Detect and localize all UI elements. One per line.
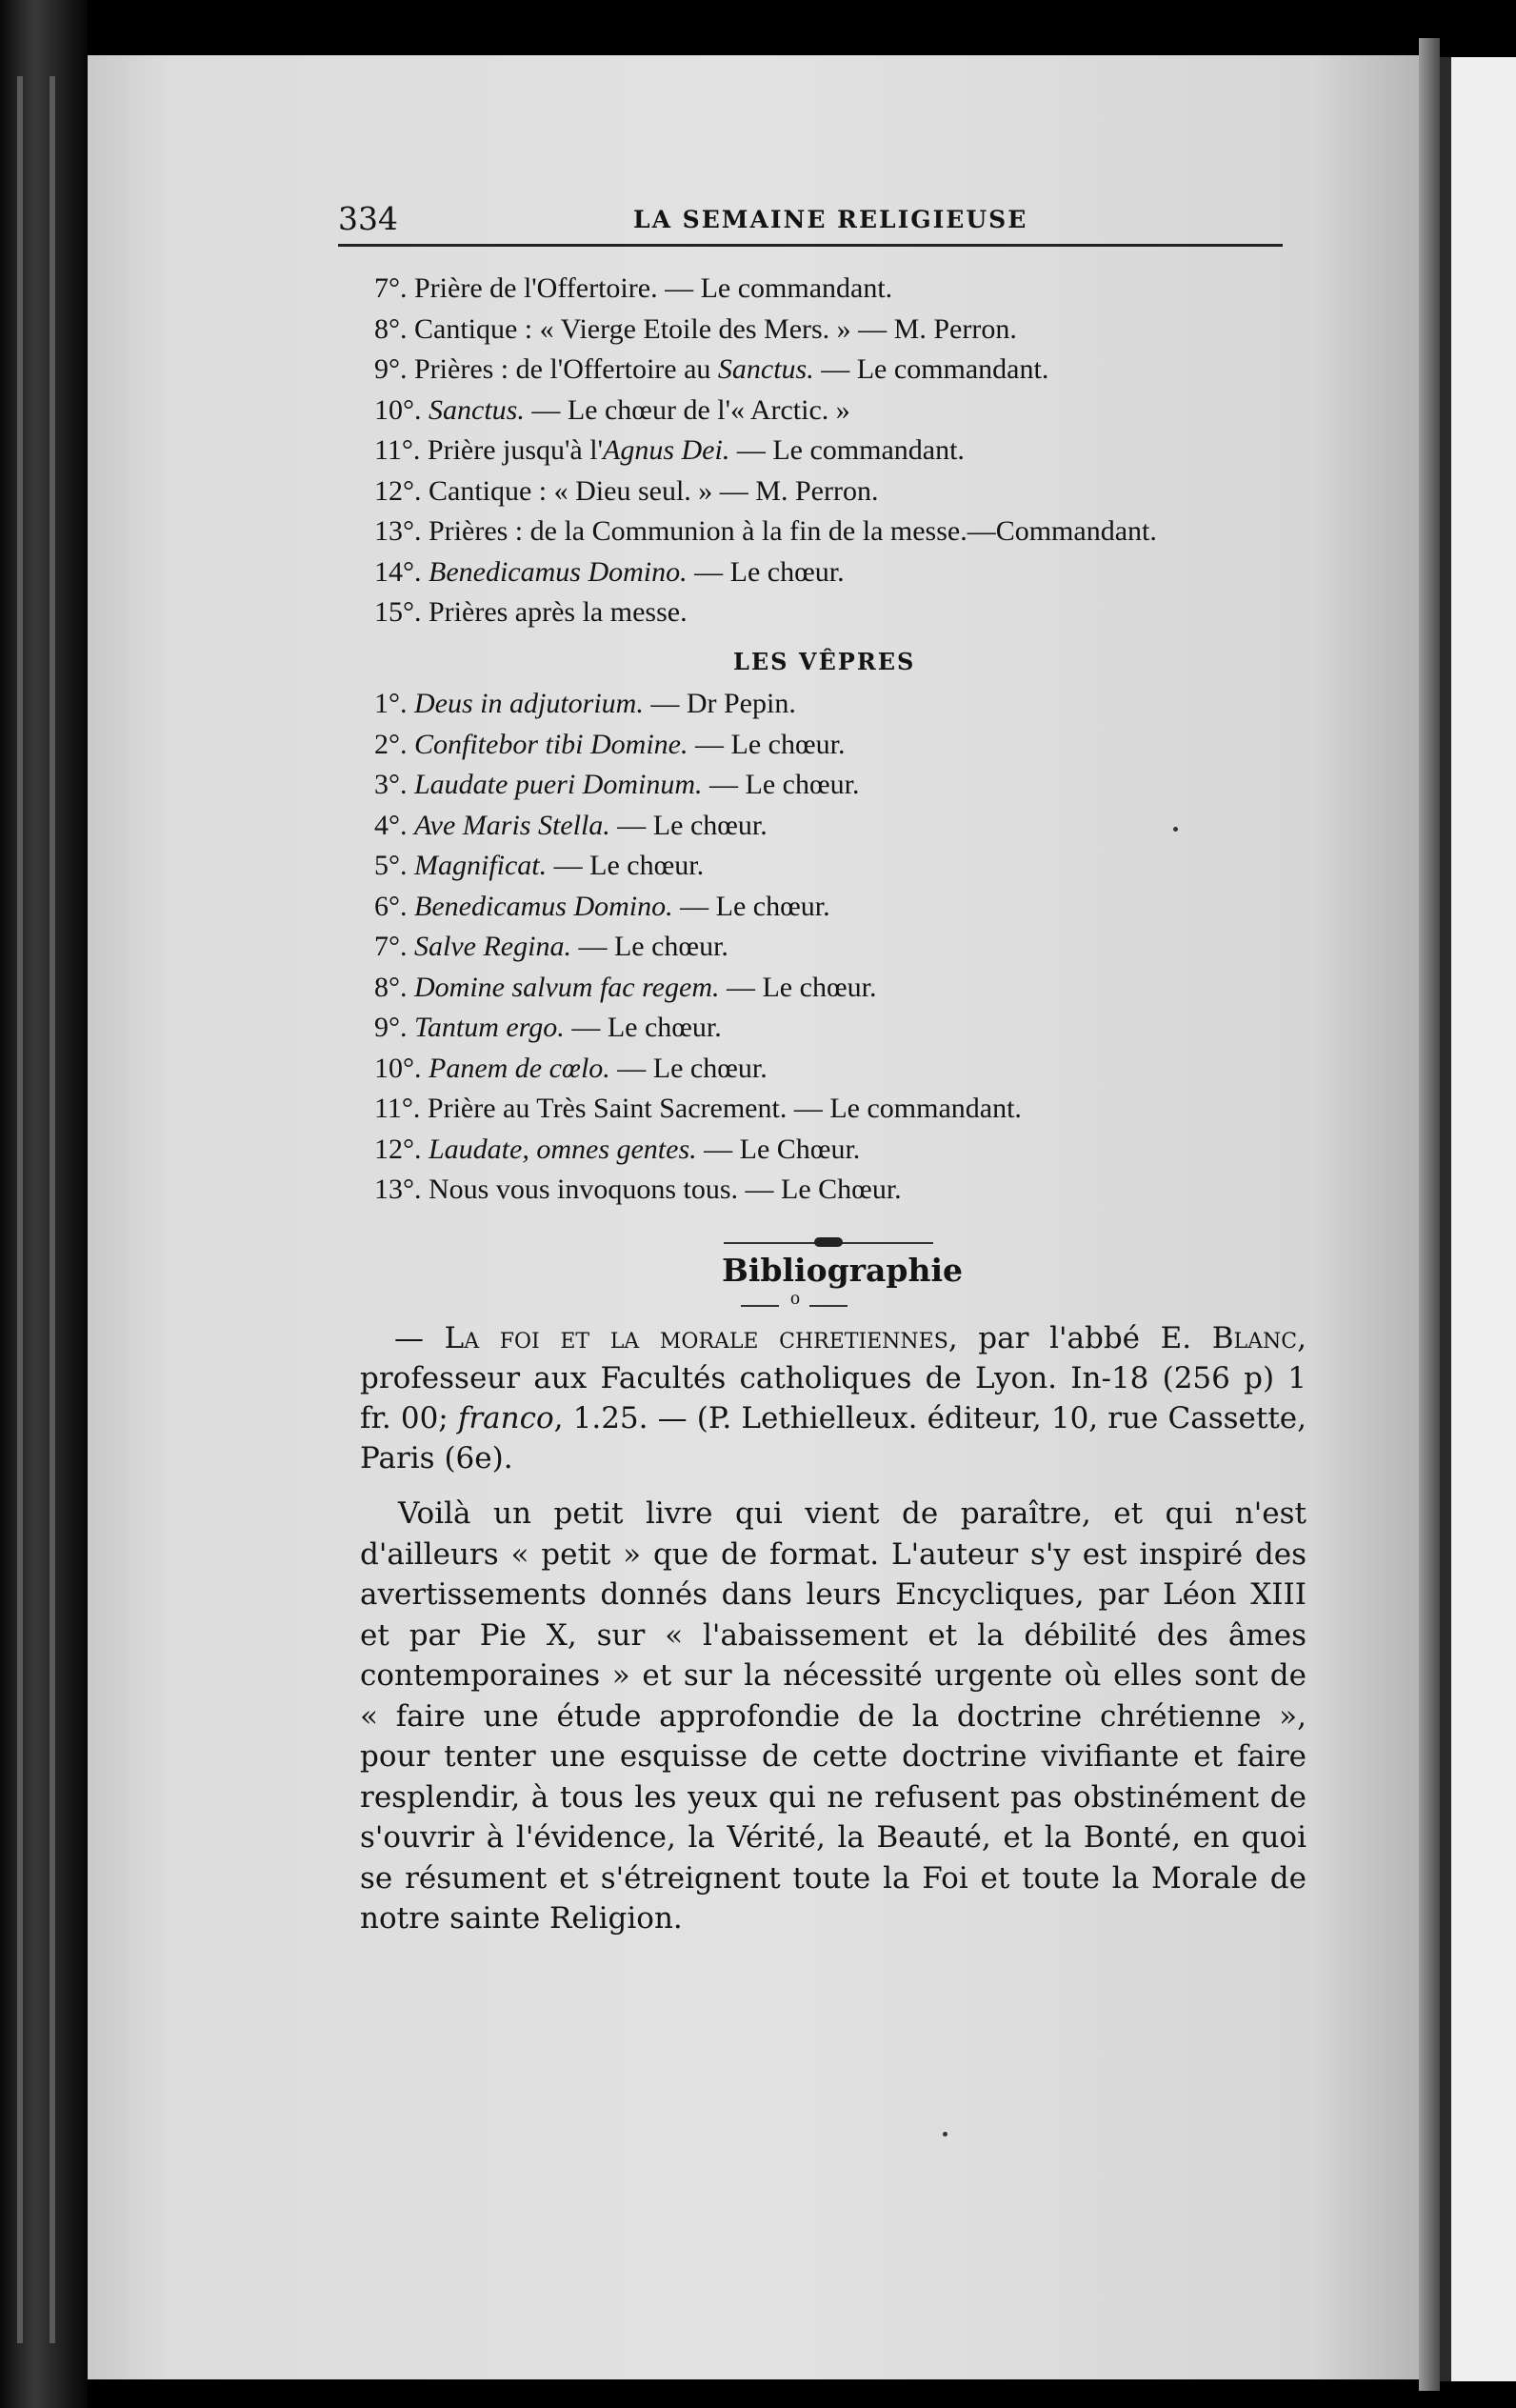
item-latin-title: Salve Regina. — [414, 931, 571, 962]
item-latin-title: Panem de cœlo. — [429, 1052, 610, 1084]
item-number: 4°. — [374, 809, 408, 841]
book-spine — [0, 0, 88, 2408]
item-text: — Le chœur. — [702, 769, 860, 800]
item-number: 5°. — [374, 850, 408, 881]
item-text — [408, 688, 415, 719]
item-text: — Le commandant. — [813, 353, 1049, 385]
item-text — [408, 972, 415, 1003]
item-text: Prières : de l'Offertoire au — [407, 353, 718, 385]
item-number: 1°. — [374, 688, 408, 719]
item-latin-title: Magnificat. — [414, 850, 548, 881]
item-number: 6°. — [374, 890, 408, 922]
item-latin-title: Agnus Dei. — [603, 434, 730, 466]
list-item — [374, 1170, 1307, 1211]
item-latin-title: Confitebor tibi Domine. — [414, 728, 688, 760]
bibliography-title: Bibliographie — [722, 1252, 964, 1289]
list-item — [374, 968, 1307, 1009]
item-number: 8°. — [374, 312, 408, 345]
list-item — [374, 806, 1307, 847]
list-item — [374, 269, 1307, 310]
item-text: Cantique : « Dieu seul. » — M. Perron. — [421, 474, 879, 507]
page-edge — [1419, 38, 1440, 2391]
list-item — [374, 310, 1307, 351]
item-text: — Le chœur. — [672, 890, 830, 922]
item-latin-title: Sanctus. — [717, 353, 814, 385]
item-text: — Le chœur. — [688, 728, 846, 760]
sub-rule-mark: o — [790, 1288, 800, 1309]
item-text: — Le chœur. — [609, 809, 768, 841]
item-text: Prières : de la Communion à la fin de la messe.—Commandant. — [421, 515, 1157, 547]
item-latin-title: Benedicamus Domino. — [429, 555, 688, 588]
item-number: 12°. — [374, 474, 422, 507]
journal-title: LA SEMAINE RELIGIEUSE — [633, 206, 1028, 233]
item-text: Cantique : « Vierge Etoile des Mers. » — M. Perron. — [407, 312, 1017, 345]
page-gutter — [1440, 57, 1451, 2381]
item-text: — Le Chœur. — [696, 1133, 861, 1165]
review-paragraph: Voilà un petit livre qui vient de paraître, et qui n'est d'ailleurs « petit » que de format. L'auteur s'y est inspiré des avertissements donnés dans leurs Encycliques, par Léon XIII et par Pie X, sur « l'abaissement et la débilité des âmes contemporaines » et sur la nécessité urgente où elles sont de « faire une étude approfondie de la doctrine chrétienne », pour tenter une esquisse de cette doctrine vivifiante et faire resplendir, à tous les yeux qui ne refusent pas obstinément de s'ouvrir à l'évidence, la Vérité, la Beauté, et la Bonté, en quoi se résument et s'étreignent toute la Foi et toute la Morale de notre sainte Religion. — [360, 1496, 1307, 1936]
list-item — [374, 1008, 1307, 1049]
print-speck — [1173, 827, 1178, 832]
list-item — [374, 725, 1307, 766]
item-text: — Le chœur. — [547, 850, 705, 881]
item-number: 7°. — [374, 931, 408, 962]
item-text: — Le chœur. — [564, 1012, 722, 1043]
item-number: 10°. — [374, 1052, 422, 1084]
ornamental-rule — [724, 1236, 933, 1250]
header-rule — [338, 244, 1283, 247]
item-number: 14°. — [374, 555, 422, 588]
item-number: 7°. — [374, 272, 408, 304]
item-number: 9°. — [374, 353, 408, 385]
item-latin-title: Sanctus. — [429, 393, 525, 426]
item-text: — Le chœur. — [687, 555, 845, 588]
list-item — [374, 765, 1307, 806]
entry-publisher: , 1.25. — (P. Lethielleux. éditeur, 10, rue Cassette, Paris (6e). — [360, 1401, 1307, 1475]
item-text: — Le chœur. — [570, 931, 728, 962]
item-number: 13°. — [374, 1174, 422, 1205]
running-head — [338, 200, 1281, 242]
item-latin-title: Laudate pueri Dominum. — [414, 769, 703, 800]
facing-page — [1440, 57, 1516, 2381]
vepres-program-list — [374, 684, 1307, 1211]
list-item — [374, 1089, 1307, 1130]
item-text — [422, 556, 429, 588]
item-text: — Le commandant. — [729, 434, 965, 466]
sub-rule-dash — [809, 1305, 848, 1307]
item-number: 15°. — [374, 596, 422, 628]
spine-stripe — [17, 76, 23, 2343]
item-text: — Dr Pepin. — [643, 688, 796, 719]
mass-program-list — [374, 269, 1307, 633]
item-number: 8°. — [374, 971, 408, 1003]
item-latin-title: Deus in adjutorium. — [414, 688, 644, 719]
list-item — [374, 391, 1307, 431]
list-item — [374, 1130, 1307, 1171]
ornamental-knot — [814, 1237, 843, 1247]
list-item — [374, 887, 1307, 928]
item-text: — Le chœur. — [719, 971, 877, 1003]
item-text — [422, 1053, 429, 1084]
list-item — [374, 846, 1307, 887]
item-text — [408, 891, 415, 922]
item-number: 11°. — [374, 434, 421, 466]
item-text: Prière au Très Saint Sacrement. — Le commandant. — [420, 1093, 1022, 1124]
item-latin-title: Tantum ergo. — [414, 1012, 565, 1043]
item-text — [408, 810, 415, 841]
item-number: 13°. — [374, 515, 422, 547]
item-number: 12°. — [374, 1133, 422, 1165]
item-latin-title: Laudate, omnes gentes. — [429, 1133, 697, 1165]
list-item — [374, 1049, 1307, 1090]
item-text: — Le chœur de l'« Arctic. » — [524, 393, 850, 426]
book-title: La foi et la morale chretiennes — [444, 1321, 948, 1355]
list-item — [374, 684, 1307, 725]
bibliography-entry — [360, 1318, 1307, 1478]
item-number: 11°. — [374, 1093, 421, 1124]
entry-franco: franco — [457, 1401, 554, 1435]
print-speck — [943, 2132, 948, 2137]
spine-stripe — [50, 76, 55, 2343]
item-text — [408, 931, 415, 962]
list-item — [374, 512, 1307, 552]
vepres-heading: LES VÊPRES — [733, 648, 916, 675]
entry-details: , professeur aux Facultés catholiques de Lyon. In-18 (256 p) 1 fr. 00; — [360, 1321, 1307, 1435]
item-text — [408, 1012, 415, 1043]
entry-after-title: , par l'abbé E. — [948, 1321, 1212, 1355]
item-text — [422, 1134, 429, 1165]
item-latin-title: Benedicamus Domino. — [414, 890, 673, 922]
item-text: Prières après la messe. — [421, 596, 688, 628]
item-latin-title: Ave Maris Stella. — [414, 809, 610, 841]
list-item — [374, 350, 1307, 391]
item-text — [408, 850, 415, 881]
entry-lead: — — [394, 1321, 445, 1355]
author-surname: Blanc — [1211, 1321, 1298, 1355]
list-item — [374, 431, 1307, 472]
item-text: — Le chœur. — [609, 1052, 768, 1084]
item-text: Prière de l'Offertoire. — Le commandant. — [407, 272, 893, 304]
list-item — [374, 927, 1307, 968]
item-number: 9°. — [374, 1012, 408, 1043]
item-text: Prière jusqu'à l' — [420, 434, 603, 466]
item-number: 3°. — [374, 769, 408, 800]
item-number: 2°. — [374, 728, 408, 760]
sub-rule-dash — [741, 1305, 779, 1307]
list-item — [374, 552, 1307, 593]
list-item — [374, 472, 1307, 512]
bibliography-sub-rule — [741, 1288, 855, 1318]
item-text — [422, 394, 429, 426]
item-text: Nous vous invoquons tous. — Le Chœur. — [421, 1174, 902, 1205]
item-number: 10°. — [374, 393, 422, 426]
page-number: 334 — [338, 200, 398, 237]
item-text — [408, 729, 415, 760]
list-item — [374, 592, 1307, 633]
item-latin-title: Domine salvum fac regem. — [414, 971, 720, 1003]
item-text — [408, 769, 415, 800]
